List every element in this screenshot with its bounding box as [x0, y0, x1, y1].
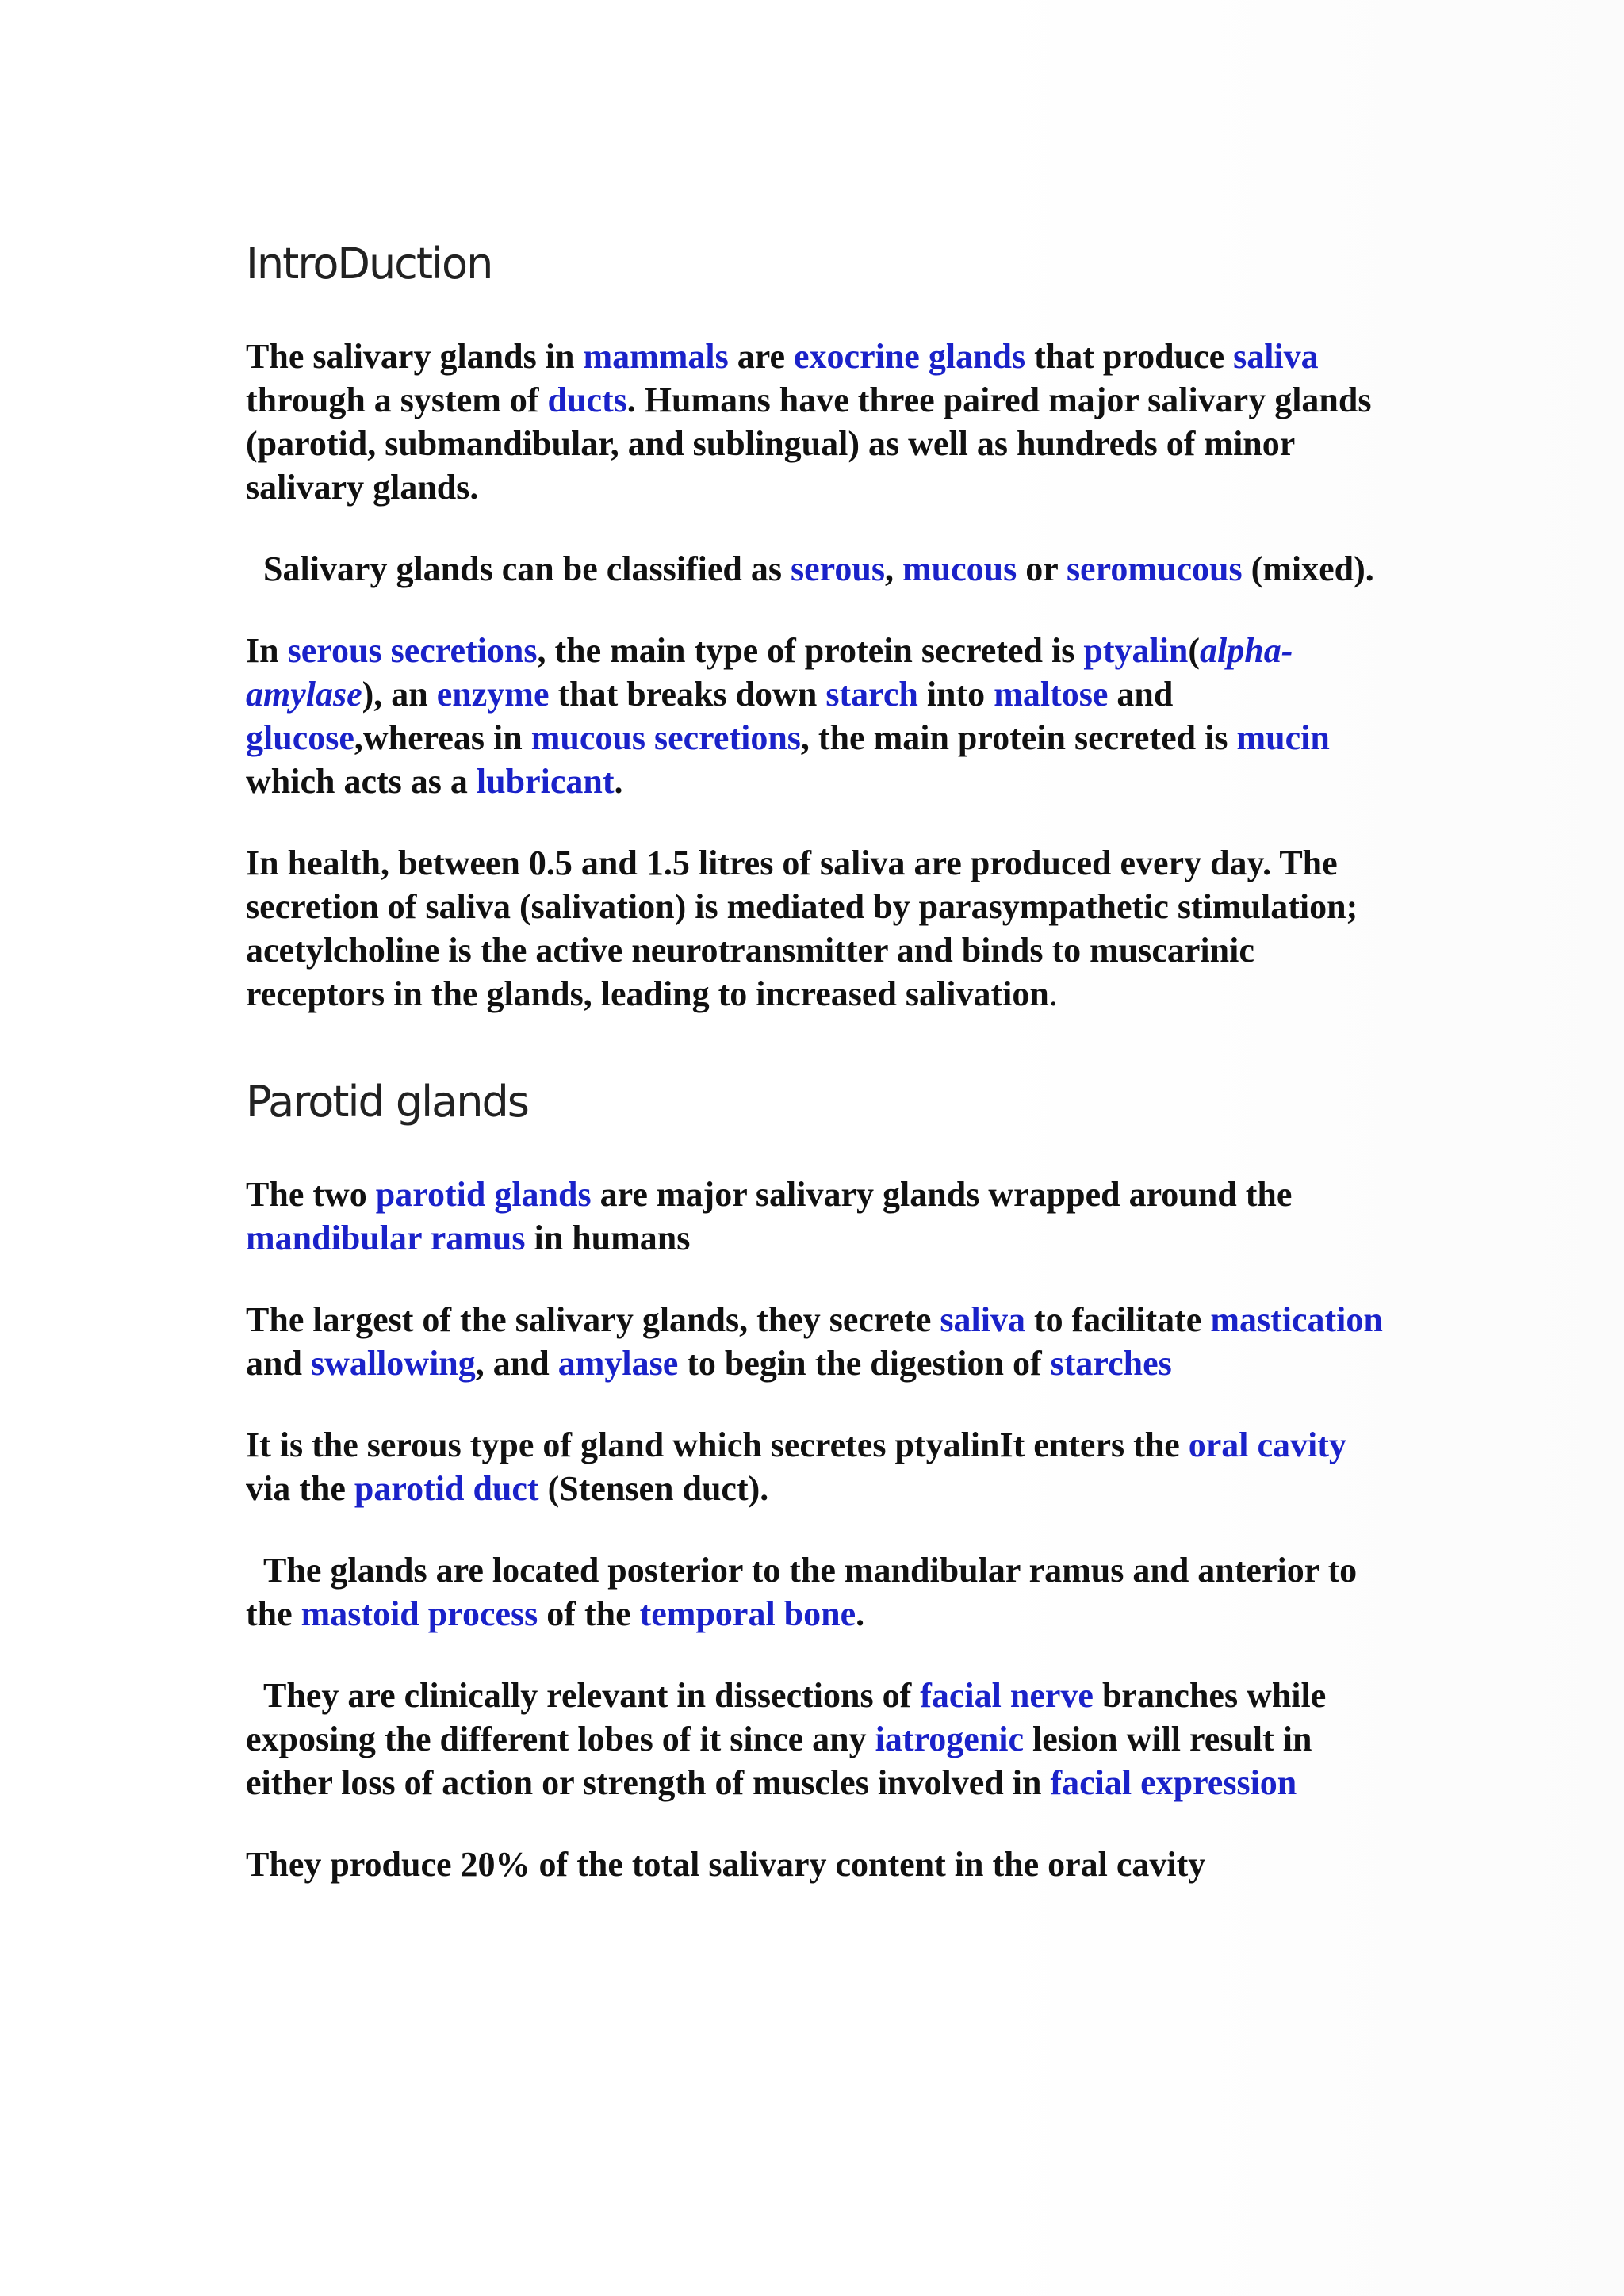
text-run: branches while exposing the different lobes of it since any — [246, 1676, 1327, 1758]
text-run: that breaks down — [549, 675, 826, 714]
text-run: . — [856, 1594, 865, 1633]
text-run: ), an — [362, 675, 437, 714]
intro-paragraph-2 — [246, 547, 1396, 591]
text-run: through a system of — [246, 381, 548, 419]
link-facial-expression[interactable]: facial expression — [1050, 1763, 1297, 1802]
text-run: , — [884, 549, 902, 588]
link-mammals[interactable]: mammals — [583, 337, 729, 376]
link-amylase[interactable]: amylase — [557, 1344, 679, 1383]
text-run: lesion will result in either loss of action or strength of muscles involved in — [246, 1720, 1312, 1802]
link-parotid-duct[interactable]: parotid duct — [354, 1469, 539, 1508]
link-parotid-glands[interactable]: parotid glands — [375, 1175, 592, 1214]
text-run: (Stensen duct). — [538, 1469, 769, 1508]
text-run: , the main protein secreted is — [800, 718, 1237, 757]
parotid-paragraph-4 — [246, 1548, 1396, 1636]
text-run: . Humans have three paired major salivary glands (parotid, submandibular, and sublingual) as well as hundreds of minor salivary glands. — [246, 381, 1372, 507]
link-mucous[interactable]: mucous — [902, 549, 1017, 588]
parotid-paragraph-6 — [246, 1843, 1396, 1886]
text-run: are major salivary glands wrapped around the — [591, 1175, 1293, 1214]
parotid-paragraph-3 — [246, 1423, 1396, 1510]
text-run: The two — [246, 1175, 376, 1214]
text-run: The glands are located posterior to the mandibular ramus and anterior to the — [246, 1551, 1358, 1633]
intro-paragraph-1 — [246, 335, 1396, 509]
link-facial-nerve[interactable]: facial nerve — [920, 1676, 1094, 1715]
link-exocrine-glands[interactable]: exocrine glands — [794, 337, 1026, 376]
parotid-paragraph-2 — [246, 1298, 1396, 1385]
link-swallowing[interactable]: swallowing — [310, 1344, 476, 1383]
link-mastoid-process[interactable]: mastoid process — [301, 1594, 538, 1633]
text-run: They produce 20% of the total salivary content in the oral cavity — [246, 1845, 1206, 1884]
text-run: are — [728, 337, 795, 376]
text-run: Salivary glands can be classified as — [263, 549, 791, 588]
text-run: It is the serous type of gland which secretes ptyalinIt enters the — [246, 1425, 1189, 1464]
text-run: which acts as a — [246, 762, 477, 801]
link-mucous-secretions[interactable]: mucous secretions — [530, 718, 801, 757]
text-run: (mixed). — [1242, 549, 1374, 588]
link-alpha-amylase[interactable]: alpha-amylase — [246, 631, 1293, 714]
link-ducts[interactable]: ducts — [547, 381, 627, 419]
text-run: ,whereas in — [354, 718, 531, 757]
text-run: In health, between 0.5 and 1.5 litres of saliva are produced every day. The secretion of saliva (salivation) is mediated by parasympathetic stimulation; acetylcholine is the active neurotransmitter and binds to muscarinic receptors in the glands, leading to increased salivation — [246, 844, 1358, 1013]
text-run: , and — [475, 1344, 558, 1383]
parotid-paragraph-5 — [246, 1674, 1396, 1804]
text-run: . — [1048, 974, 1058, 1013]
document-body — [246, 228, 1396, 1924]
intro-paragraph-3 — [246, 629, 1396, 803]
text-run: ( — [1188, 631, 1201, 670]
link-saliva[interactable]: saliva — [1233, 337, 1319, 376]
text-run: of the — [538, 1594, 640, 1633]
link-enzyme[interactable]: enzyme — [436, 675, 550, 714]
intro-heading: IntroDuction — [246, 239, 492, 289]
link-saliva[interactable]: saliva — [940, 1300, 1025, 1339]
link-seromucous[interactable]: seromucous — [1066, 549, 1243, 588]
text-run: . — [614, 762, 623, 801]
text-run: The salivary glands in — [246, 337, 584, 376]
link-ptyalin[interactable]: ptyalin — [1083, 631, 1189, 670]
parotid-heading: Parotid glands — [246, 1077, 528, 1127]
text-run: into — [917, 675, 994, 714]
text-run: The largest of the salivary glands, they secrete — [246, 1300, 940, 1339]
text-run: that produce — [1025, 337, 1234, 376]
text-run: and — [1108, 675, 1174, 714]
text-run: via the — [246, 1469, 354, 1508]
link-starches[interactable]: starches — [1050, 1344, 1172, 1383]
link-maltose[interactable]: maltose — [994, 675, 1109, 714]
text-run: or — [1017, 549, 1067, 588]
link-lubricant[interactable]: lubricant — [476, 762, 615, 801]
text-run: In — [246, 631, 288, 670]
link-glucose[interactable]: glucose — [246, 718, 354, 757]
parotid-paragraph-1 — [246, 1173, 1396, 1260]
link-oral-cavity[interactable]: oral cavity — [1188, 1425, 1346, 1464]
link-mastication[interactable]: mastication — [1210, 1300, 1383, 1339]
link-temporal-bone[interactable]: temporal bone — [639, 1594, 856, 1633]
link-serous[interactable]: serous — [790, 549, 885, 588]
link-mucin[interactable]: mucin — [1236, 718, 1330, 757]
text-run: and — [246, 1344, 311, 1383]
text-run: to facilitate — [1025, 1300, 1211, 1339]
link-iatrogenic[interactable]: iatrogenic — [875, 1720, 1024, 1758]
text-run: They are clinically relevant in dissections of — [263, 1676, 921, 1715]
link-starch[interactable]: starch — [825, 675, 918, 714]
text-run: , the main type of protein secreted is — [537, 631, 1084, 670]
link-mandibular-ramus[interactable]: mandibular ramus — [246, 1219, 526, 1257]
text-run: in humans — [525, 1219, 691, 1257]
text-run: to begin the digestion of — [678, 1344, 1051, 1383]
link-serous-secretions[interactable]: serous secretions — [287, 631, 538, 670]
intro-paragraph-4 — [246, 841, 1396, 1016]
